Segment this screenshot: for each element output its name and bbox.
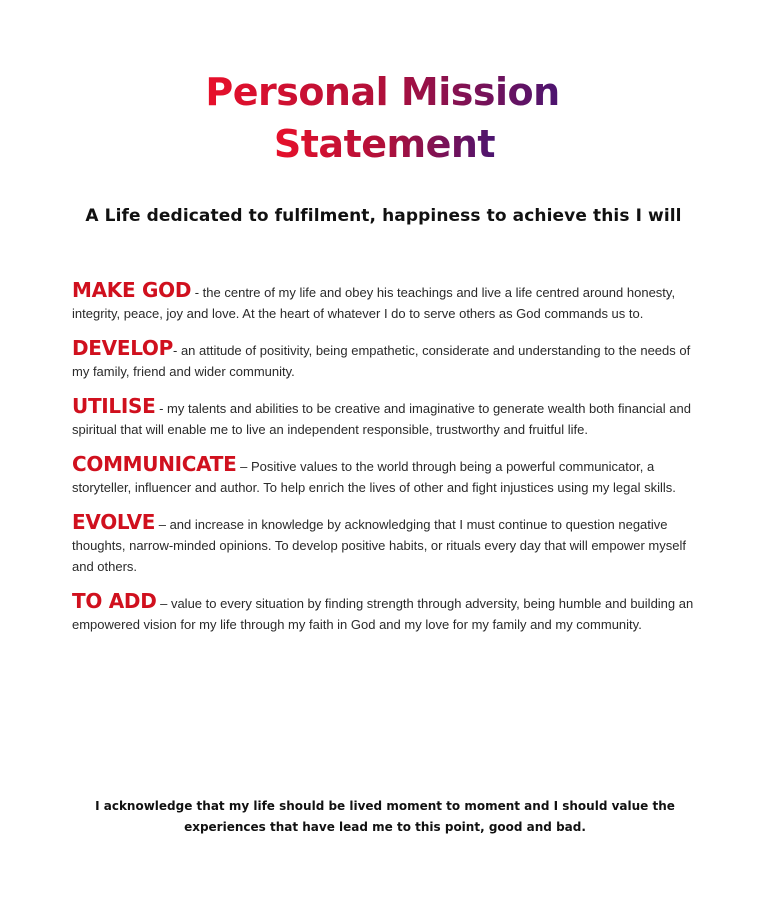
section-evolve	[72, 512, 702, 577]
section-heading: MAKE GOD	[72, 278, 192, 302]
title-text-1: Personal Mission	[205, 70, 560, 114]
section-text: – value to every situation by finding strength through adversity, being humble and building an empowered vision for my life through my faith in God and my love for my family and my community.	[72, 596, 694, 632]
section-text: – and increase in knowledge by acknowledging that I must continue to question negative thoughts, narrow-minded opinions. To develop positive habits, or rituals every day that will empower myself and others.	[72, 517, 686, 574]
title-text-2: Statement	[273, 122, 496, 166]
section-heading: DEVELOP	[72, 336, 173, 360]
section-make-god	[72, 280, 702, 324]
section-text: - an attitude of positivity, being empathetic, considerate and understanding to the needs of my family, friend and wider community.	[72, 343, 691, 379]
section-heading: EVOLVE	[72, 510, 156, 534]
section-heading: TO ADD	[72, 589, 157, 613]
page-title	[0, 66, 767, 170]
section-to-add	[72, 591, 702, 635]
closing-statement: I acknowledge that my life should be lived moment to moment and I should value the experiences that have lead me to this point, good and bad.	[95, 799, 675, 834]
section-communicate	[72, 454, 702, 498]
section-utilise	[72, 396, 702, 440]
section-heading: COMMUNICATE	[72, 452, 237, 476]
title-line-1	[0, 66, 767, 118]
section-text: – Positive values to the world through being a powerful communicator, a storyteller, influencer and author. To help enrich the lives of other and fight injustices using my legal skills.	[72, 459, 676, 495]
title-line-2	[2, 118, 767, 170]
section-text: - my talents and abilities to be creative and imaginative to generate wealth both financial and spiritual that will enable me to live an independent responsible, trustworthy and fruitful life.	[72, 401, 691, 437]
subtitle: A Life dedicated to fulfilment, happiness to achieve this I will	[85, 206, 682, 226]
section-develop	[72, 338, 702, 382]
section-heading: UTILISE	[72, 394, 156, 418]
section-text: - the centre of my life and obey his teachings and live a life centred around honesty, integrity, peace, joy and love. At the heart of whatever I do to serve others as God commands us to.	[72, 285, 676, 321]
mission-sections	[72, 280, 702, 635]
